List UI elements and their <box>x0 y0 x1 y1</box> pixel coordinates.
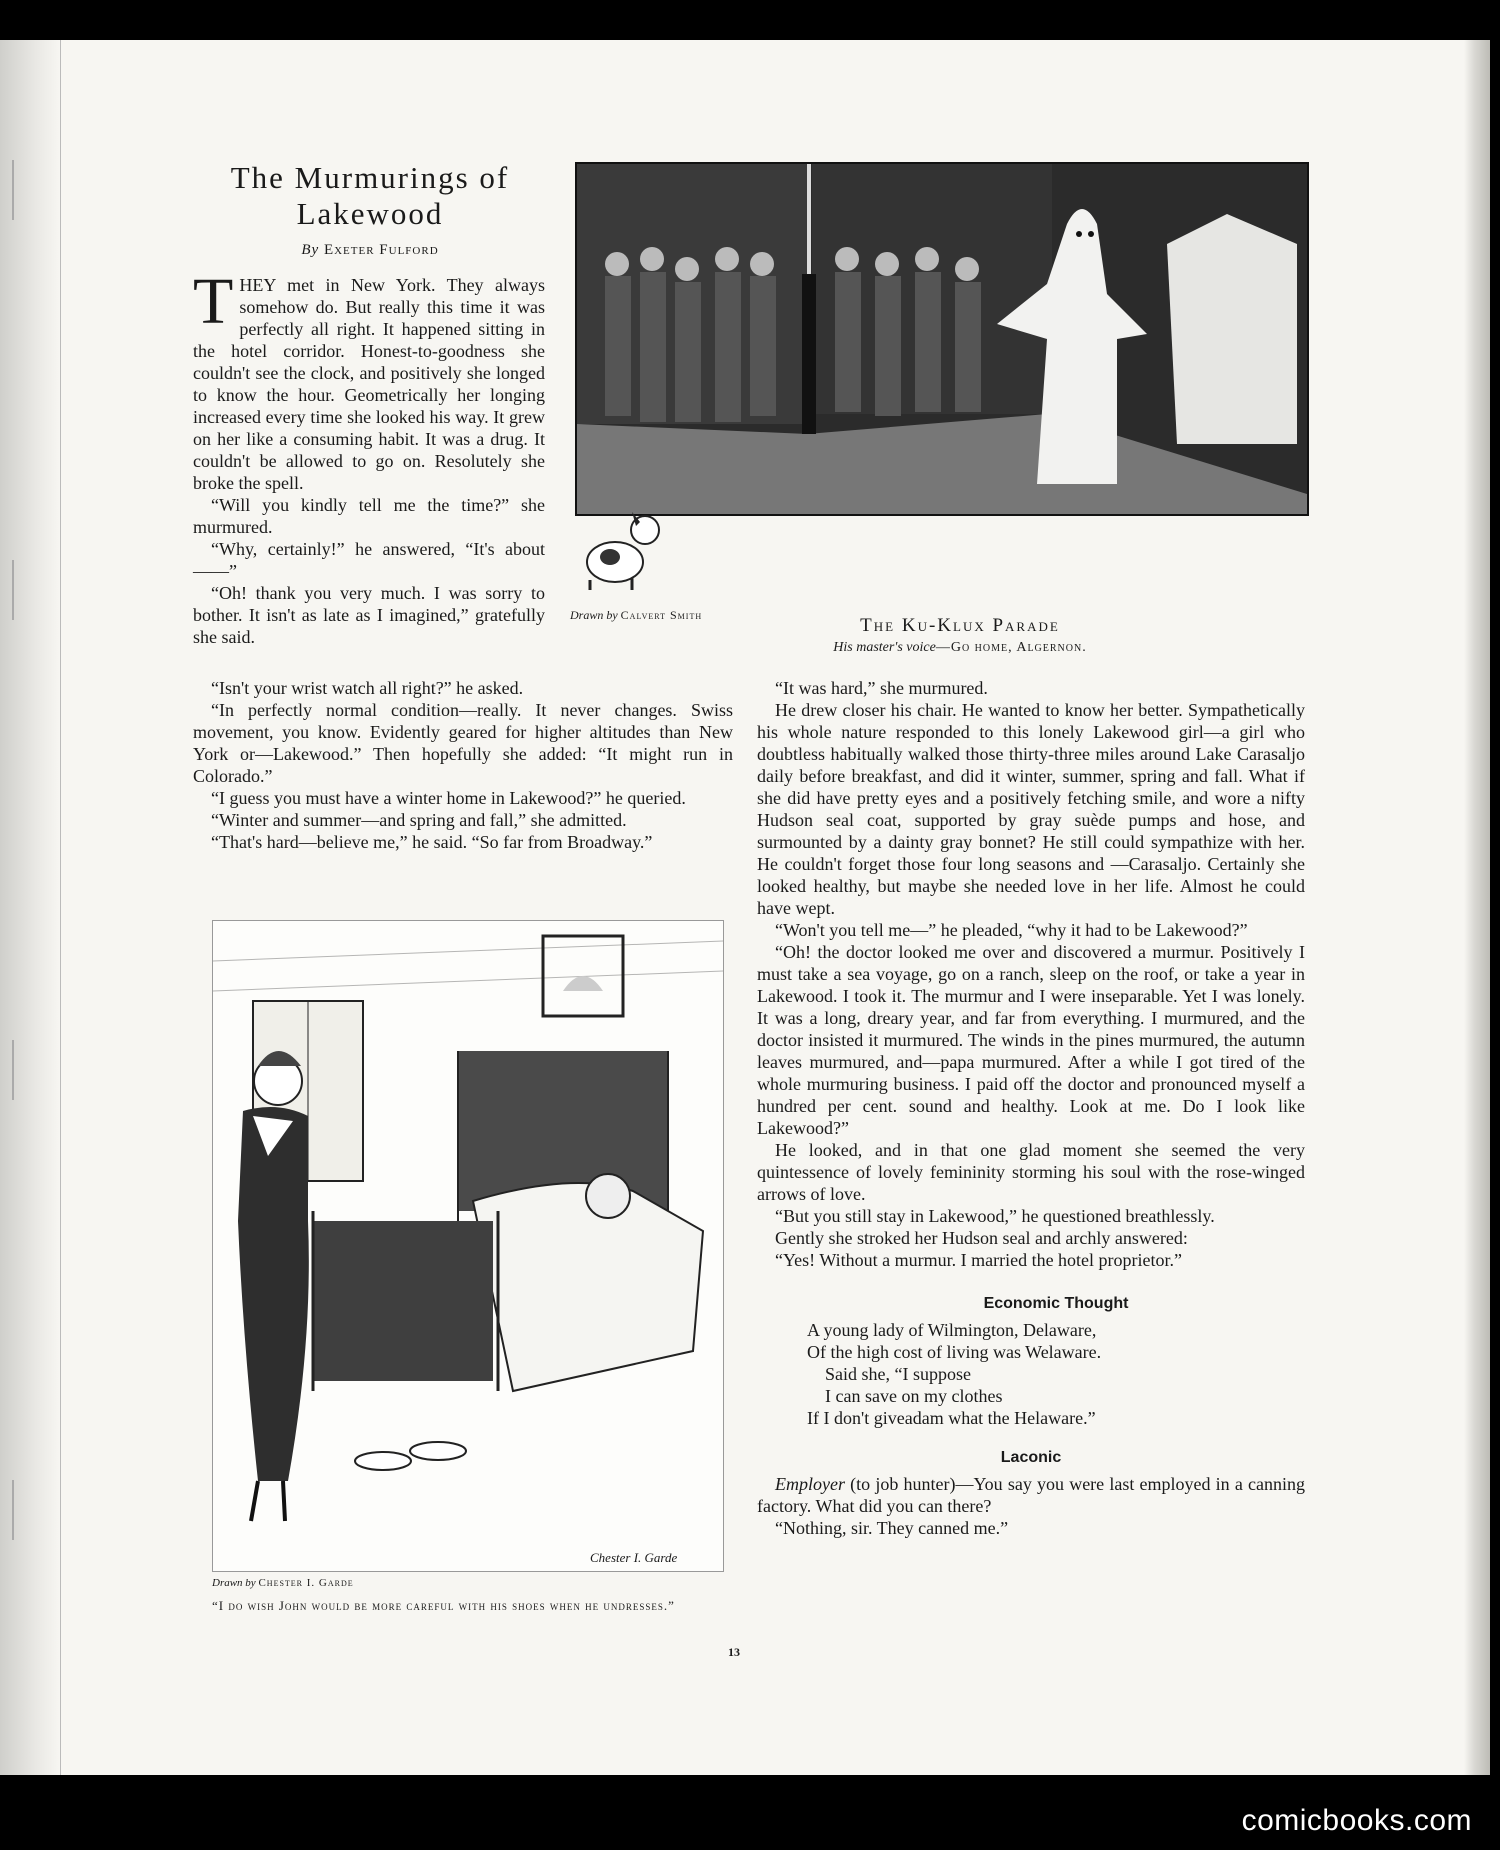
binding-mark <box>12 1480 24 1540</box>
article-title <box>180 160 560 232</box>
paragraph: He drew closer his chair. He wanted to know her better. Sympathetically his whole nature responded to this lonely Lakewood girl—a girl who doubtless habitually walked those thirty-three miles around Lake Carasaljo daily before breakfast, and did it winter, summer, spring and fall. What if she did have pretty eyes and a positively fetching smile, and wore a nifty Hudson seal coat, supported by gray suède pumps and hose, and surmounted by a dainty gray bonnet? He still could sympathize with her. He couldn't forget those four long seasons and —Carasaljo. Certainly she looked healthy, but maybe she needed love in her life. Almost he could have wept. <box>757 700 1305 918</box>
title-line-1: The Murmurings of <box>230 160 510 195</box>
poem-title: Economic Thought <box>983 1295 1129 1312</box>
paragraph: “Won't you tell me—” he pleaded, “why it had to be Lakewood?” <box>775 920 1248 940</box>
paragraph-text: (to job hunter)—You say you were last employed in a canning factory. What did you can there? <box>757 1474 1305 1516</box>
paragraph: He looked, and in that one glad moment she seemed the very quintessence of lovely femininity storming his soul with the rose-winged arrows of love. <box>757 1140 1305 1204</box>
bedroom-drawing <box>213 921 723 1571</box>
caption-rest: —Go home, Algernon. <box>935 640 1087 655</box>
page-number: 13 <box>728 1645 740 1659</box>
binding-mark <box>12 160 24 220</box>
poem-line: A young lady of Wilmington, Delaware, <box>807 1320 1097 1340</box>
dog-sketch <box>570 512 680 592</box>
paragraph: Gently she stroked her Hudson seal and archly answered: <box>775 1228 1188 1248</box>
paragraph: “Oh! the doctor looked me over and discovered a murmur. Positively I must take a sea voyage, go on a ranch, sleep on the roof, or take a year in Lakewood. I took it. The murmur and I were inseparable. Yet I was lonely. It was a long, dreary year, and far from everything. I murmured, and the doctor insisted it murmured. The winds in the pines murmured, the autumn leaves murmured, and—papa murmured. After a while I got tired of the whole murmuring business. I paid off the doctor and pronounced myself a hundred per cent. sound and healthy. Look at me. Do I look like Lakewood?” <box>757 942 1305 1138</box>
author-name: Exeter Fulford <box>323 242 439 258</box>
bedroom-illustration <box>212 920 724 1572</box>
paragraph: “But you still stay in Lakewood,” he questioned breathlessly. <box>775 1206 1215 1226</box>
right-column <box>757 677 1305 1539</box>
paragraph: “Will you kindly tell me the time?” she murmured. <box>193 495 545 537</box>
poem-economic-thought <box>757 1293 1305 1429</box>
paragraph: “Winter and summer—and spring and fall,” she admitted. <box>211 810 627 830</box>
magazine-page <box>0 40 1490 1775</box>
binding-mark <box>12 560 24 620</box>
paragraph: “Nothing, sir. They canned me.” <box>775 1518 1009 1538</box>
byline <box>180 242 560 259</box>
credit-prefix: Drawn by <box>570 608 618 622</box>
credit-prefix: Drawn by <box>212 1577 256 1589</box>
speaker: Employer <box>775 1474 845 1494</box>
bedroom-caption: “I do wish John would be more careful with his shoes when he undresses.” <box>212 1598 675 1613</box>
poem-line: I can save on my clothes <box>825 1386 1003 1406</box>
drop-cap: T <box>193 265 234 338</box>
paragraph <box>193 265 545 494</box>
binding-gutter <box>0 40 61 1775</box>
caption-italic: His master's voice <box>833 640 936 655</box>
bedroom-credit <box>212 1577 354 1589</box>
credit-artist: Chester I. Garde <box>258 1577 354 1589</box>
left-column-top <box>193 265 545 648</box>
paragraph: “Why, certainly!” he answered, “It's about ——” <box>193 539 545 581</box>
laconic-section <box>757 1447 1305 1539</box>
klux-caption-subtitle <box>740 640 1180 656</box>
binding-mark <box>12 1040 24 1100</box>
laconic-title: Laconic <box>1000 1449 1062 1466</box>
left-column-middle <box>193 677 733 853</box>
klux-caption-title: The Ku-Klux Parade <box>860 615 1060 636</box>
paragraph: “Oh! thank you very much. I was sorry to bother. It isn't as late as I imagined,” gratefully she said. <box>193 583 545 647</box>
paragraph: “Yes! Without a murmur. I married the hotel proprietor.” <box>775 1250 1183 1270</box>
paragraph: “In perfectly normal condition—really. It never changes. Swiss movement, you know. Evidently geared for higher altitudes than New York or—Lakewood.” Then hopefully she added: “It might run in Colorado.” <box>193 700 733 786</box>
paragraph: “It was hard,” she murmured. <box>775 678 988 698</box>
paragraph: “Isn't your wrist watch all right?” he asked. <box>211 678 524 698</box>
parade-drawing <box>577 164 1307 514</box>
paragraph: “I guess you must have a winter home in Lakewood?” he queried. <box>211 788 686 808</box>
ku-klux-parade-illustration <box>575 162 1309 516</box>
klux-credit <box>570 608 702 623</box>
watermark-logo: comicbooks.com <box>1241 1804 1472 1837</box>
poem-line: Of the high cost of living was Welaware. <box>807 1342 1102 1362</box>
artist-signature: Chester I. Garde <box>590 1550 678 1565</box>
title-line-2: Lakewood <box>296 196 444 231</box>
paragraph <box>757 1473 1305 1517</box>
poem-line: If I don't giveadam what the Helaware.” <box>807 1408 1096 1428</box>
page-edge <box>1464 40 1490 1775</box>
byline-prefix: By <box>301 242 320 258</box>
poem-line: Said she, “I suppose <box>825 1364 971 1384</box>
paragraph-text: HEY met in New York. They always somehow do. But really this time it was perfectly all right. It happened sitting in the hotel corridor. Honest-to-goodness she couldn't see the clock, and positively she longed to know the hour. Geometrically her longing increased every time she looked his way. It grew on her like a consuming habit. It was a drug. It couldn't be allowed to go on. Resolutely she broke the spell. <box>193 275 545 493</box>
paragraph: “That's hard—believe me,” he said. “So far from Broadway.” <box>211 832 653 852</box>
credit-artist: Calvert Smith <box>620 608 703 622</box>
